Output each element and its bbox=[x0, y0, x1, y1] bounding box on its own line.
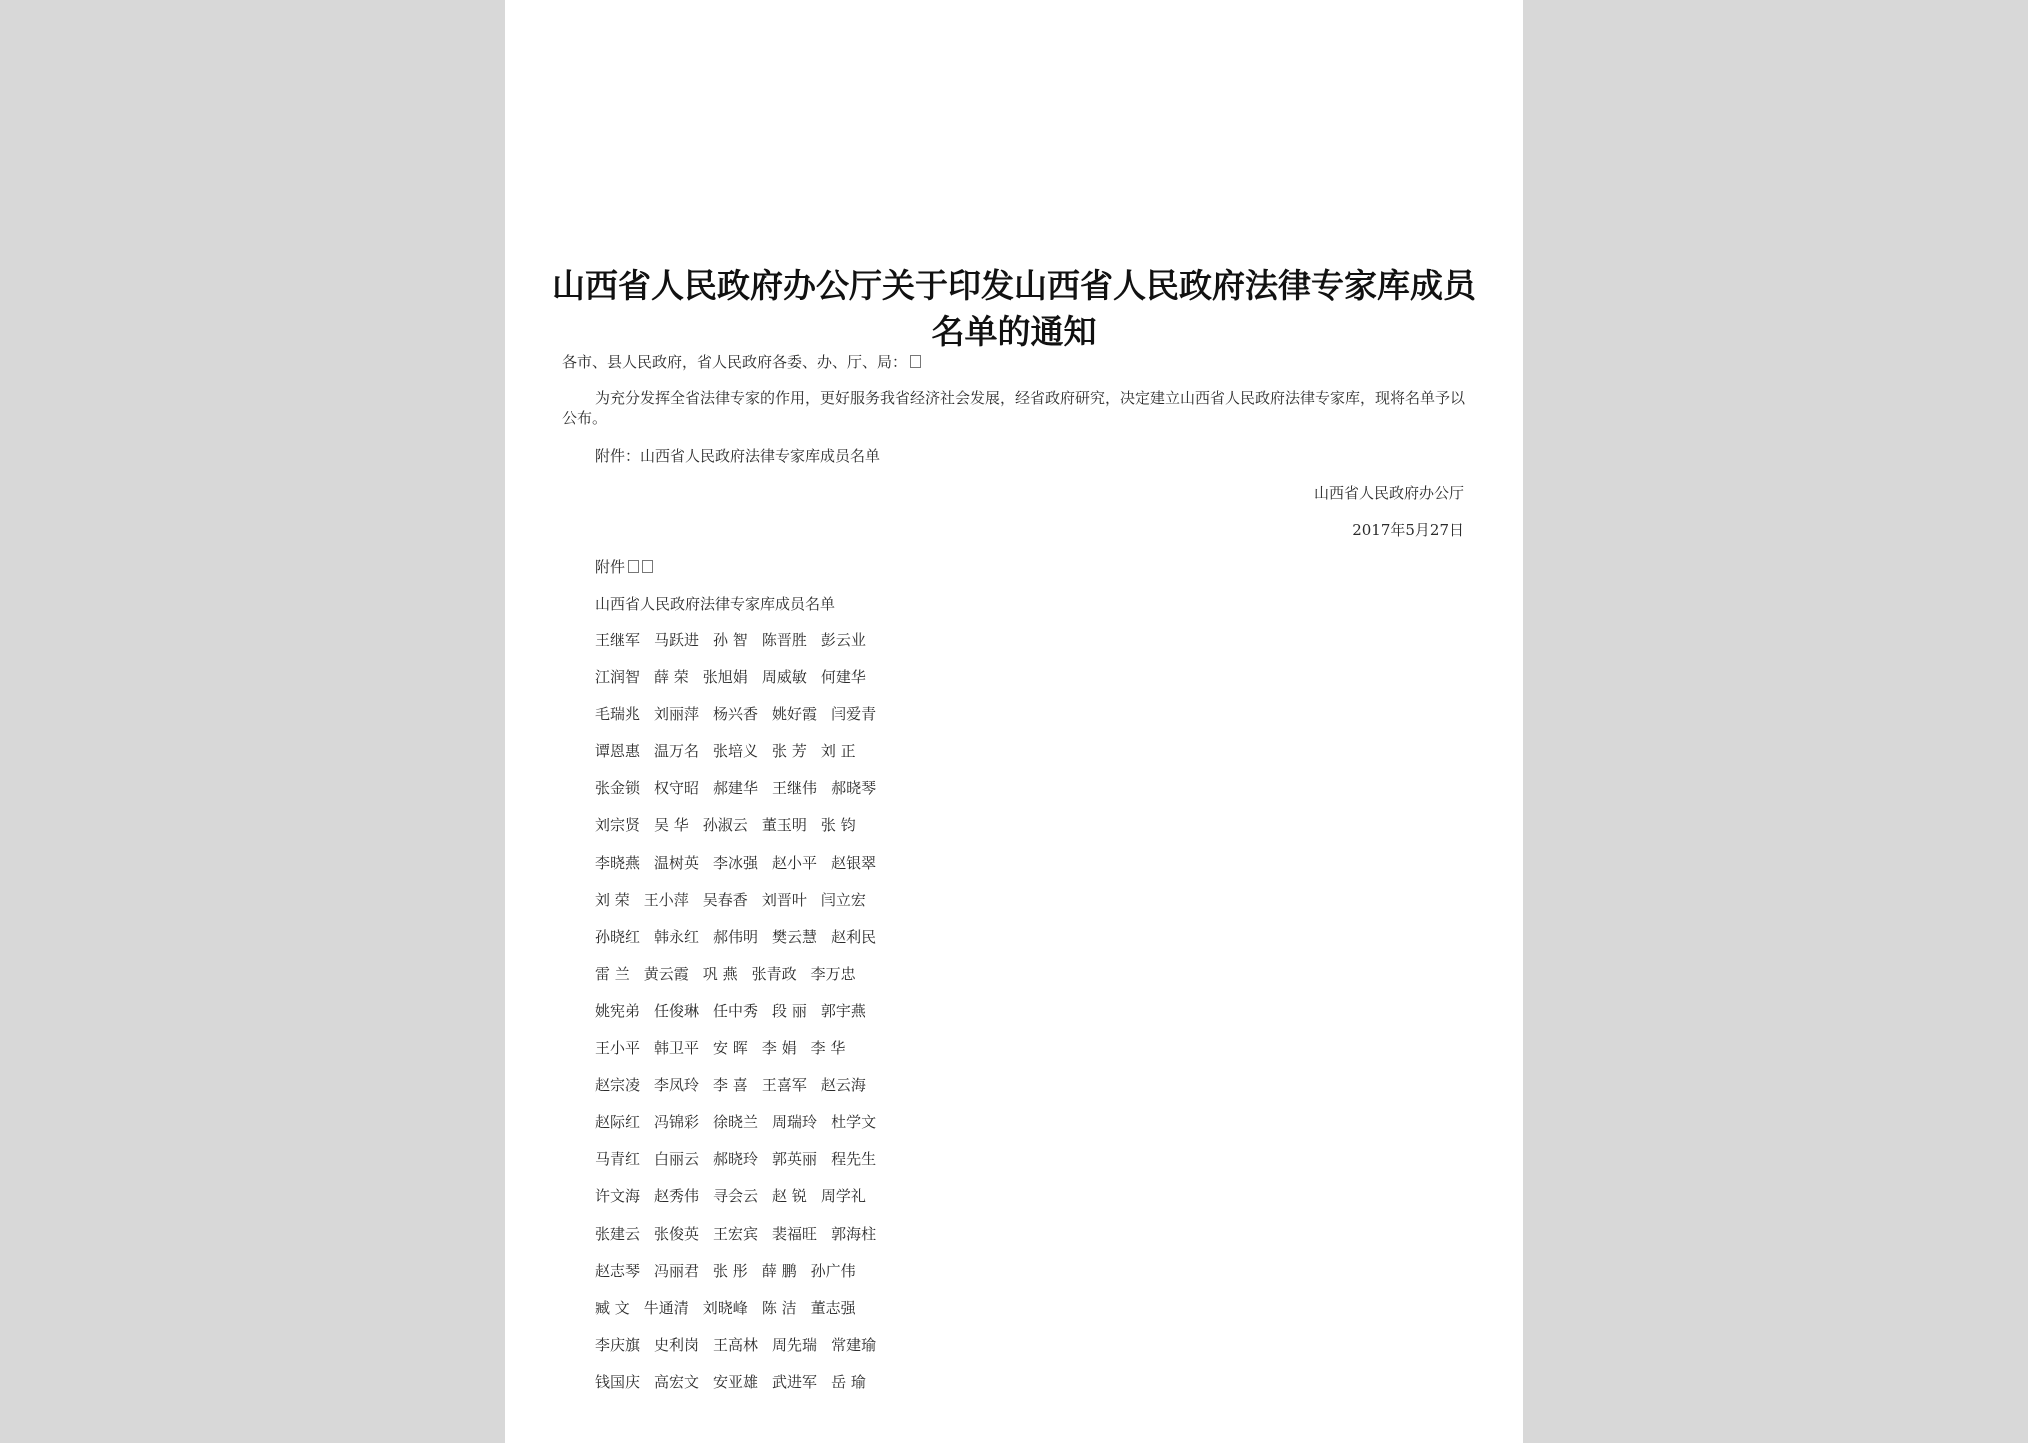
member-name: 郝晓玲 bbox=[713, 1150, 759, 1169]
salutation-text: 各市、县人民政府，省人民政府各委、办、厅、局： bbox=[562, 353, 908, 371]
member-name: 赵秀伟 bbox=[654, 1187, 700, 1206]
member-name: 郭宇燕 bbox=[820, 1001, 866, 1020]
member-name: 王小萍 bbox=[643, 890, 689, 909]
name-row bbox=[595, 704, 890, 741]
member-name: 姚宪弟 bbox=[595, 1001, 641, 1020]
member-name: 郭海柱 bbox=[831, 1224, 877, 1243]
member-name: 薛 鹏 bbox=[761, 1261, 797, 1280]
member-name: 巩 燕 bbox=[702, 964, 738, 983]
member-name: 段 丽 bbox=[772, 1001, 807, 1020]
member-name: 赵利民 bbox=[831, 927, 877, 946]
member-name: 赵 锐 bbox=[772, 1187, 807, 1206]
name-row bbox=[595, 1149, 890, 1186]
name-row bbox=[595, 630, 890, 667]
member-name: 孙 智 bbox=[713, 631, 748, 649]
name-row bbox=[595, 1038, 890, 1075]
missing-glyph-box bbox=[910, 355, 921, 368]
issue-date: 2017年5月27日 bbox=[1352, 521, 1464, 539]
attachment-note: 附件：山西省人民政府法律专家库成员名单 bbox=[595, 447, 881, 465]
document-page bbox=[505, 0, 1523, 1443]
member-name: 徐晓兰 bbox=[713, 1113, 759, 1132]
name-row bbox=[595, 1224, 890, 1261]
member-name: 张旭娟 bbox=[702, 668, 748, 687]
member-name: 张 芳 bbox=[772, 742, 807, 761]
member-name: 孙淑云 bbox=[702, 816, 748, 835]
member-name: 张建云 bbox=[595, 1224, 641, 1243]
issuer: 山西省人民政府办公厅 bbox=[1313, 484, 1464, 502]
member-name: 任俊琳 bbox=[654, 1001, 700, 1020]
member-name: 李冰强 bbox=[713, 853, 759, 872]
member-name: 赵志琴 bbox=[595, 1261, 641, 1280]
member-name: 刘 正 bbox=[820, 742, 856, 761]
member-name: 冯锦彩 bbox=[654, 1113, 700, 1132]
member-name: 王继伟 bbox=[772, 779, 818, 798]
member-name: 赵云海 bbox=[820, 1076, 866, 1095]
member-name: 陈 洁 bbox=[761, 1298, 797, 1317]
member-name: 刘晓峰 bbox=[702, 1298, 748, 1317]
member-name: 吴春香 bbox=[702, 890, 748, 909]
member-name: 孙晓红 bbox=[595, 927, 641, 946]
member-name: 权守昭 bbox=[654, 779, 700, 798]
member-name: 许文海 bbox=[595, 1187, 641, 1206]
member-name: 赵银翠 bbox=[831, 853, 877, 872]
member-name: 安 晖 bbox=[713, 1039, 748, 1058]
attachment-heading-text: 附件 bbox=[595, 558, 626, 576]
member-name: 岳 瑜 bbox=[831, 1372, 866, 1391]
member-name: 王继军 bbox=[595, 631, 641, 649]
member-name: 郝建华 bbox=[713, 779, 759, 798]
member-name: 吴 华 bbox=[654, 816, 689, 835]
member-name: 雷 兰 bbox=[595, 964, 630, 983]
member-name: 江润智 bbox=[595, 668, 641, 687]
member-name: 张 彤 bbox=[713, 1261, 748, 1280]
body-paragraph: 为充分发挥全省法律专家的作用，更好服务我省经济社会发展，经省政府研究，决定建立山西省人民政府法律专家库，现将名单予以公布。 bbox=[562, 389, 1466, 427]
member-name: 李 娟 bbox=[761, 1039, 797, 1058]
member-name: 王高林 bbox=[713, 1335, 759, 1354]
name-row bbox=[595, 1298, 890, 1335]
member-name: 寻会云 bbox=[713, 1187, 759, 1206]
member-name: 赵际红 bbox=[595, 1113, 641, 1132]
member-name: 程先生 bbox=[831, 1150, 877, 1169]
member-name: 闫立宏 bbox=[820, 890, 866, 909]
member-name: 周威敏 bbox=[761, 668, 807, 687]
member-name: 彭云业 bbox=[820, 631, 866, 649]
member-name: 周学礼 bbox=[820, 1187, 866, 1206]
member-name: 马青红 bbox=[595, 1150, 641, 1169]
member-name: 董玉明 bbox=[761, 816, 807, 835]
member-name: 郝晓琴 bbox=[831, 779, 877, 798]
document-title: 山西省人民政府办公厅关于印发山西省人民政府法律专家库成员名单的通知 bbox=[552, 266, 1476, 351]
name-row bbox=[595, 1261, 890, 1298]
member-name: 刘 荣 bbox=[595, 890, 630, 909]
member-name: 赵宗凌 bbox=[595, 1076, 641, 1095]
name-row bbox=[595, 1335, 890, 1372]
member-name: 白丽云 bbox=[654, 1150, 700, 1169]
name-row bbox=[595, 1001, 890, 1038]
member-name: 冯丽君 bbox=[654, 1261, 700, 1280]
member-name-list bbox=[595, 630, 890, 1409]
member-name: 臧 文 bbox=[595, 1298, 630, 1317]
member-name: 张青政 bbox=[751, 964, 797, 983]
member-name: 安亚雄 bbox=[713, 1372, 759, 1391]
missing-glyph-box bbox=[642, 560, 653, 573]
member-name: 毛瑞兆 bbox=[595, 705, 641, 724]
member-name: 周瑞玲 bbox=[772, 1113, 818, 1132]
name-row bbox=[595, 815, 890, 852]
member-name: 李庆旗 bbox=[595, 1335, 641, 1354]
member-name: 裴福旺 bbox=[772, 1224, 818, 1243]
member-name: 姚好霞 bbox=[772, 705, 818, 724]
member-name: 薛 荣 bbox=[654, 668, 689, 687]
member-name: 王喜军 bbox=[761, 1076, 807, 1095]
member-name: 韩卫平 bbox=[654, 1039, 700, 1058]
member-name: 张培义 bbox=[713, 742, 759, 761]
name-row bbox=[595, 890, 890, 927]
member-name: 何建华 bbox=[820, 668, 866, 687]
member-name: 常建瑜 bbox=[831, 1335, 877, 1354]
missing-glyph-box bbox=[628, 560, 639, 573]
member-name: 韩永红 bbox=[654, 927, 700, 946]
member-name: 闫爱青 bbox=[831, 705, 877, 724]
name-row bbox=[595, 853, 890, 890]
name-row bbox=[595, 1186, 890, 1223]
member-name: 马跃进 bbox=[654, 631, 700, 649]
member-name: 郭英丽 bbox=[772, 1150, 818, 1169]
member-name: 牛通清 bbox=[643, 1298, 689, 1317]
member-name: 温万名 bbox=[654, 742, 700, 761]
member-name: 陈晋胜 bbox=[761, 631, 807, 649]
member-name: 杨兴香 bbox=[713, 705, 759, 724]
list-title: 山西省人民政府法律专家库成员名单 bbox=[595, 595, 836, 613]
member-name: 张俊英 bbox=[654, 1224, 700, 1243]
member-name: 王小平 bbox=[595, 1039, 641, 1058]
member-name: 李 华 bbox=[810, 1039, 846, 1058]
name-row bbox=[595, 1112, 890, 1149]
member-name: 温树英 bbox=[654, 853, 700, 872]
member-name: 钱国庆 bbox=[595, 1372, 641, 1391]
salutation bbox=[562, 352, 921, 372]
attachment-heading bbox=[595, 557, 653, 577]
member-name: 李凤玲 bbox=[654, 1076, 700, 1095]
member-name: 董志强 bbox=[810, 1298, 856, 1317]
member-name: 任中秀 bbox=[713, 1001, 759, 1020]
member-name: 李晓燕 bbox=[595, 853, 641, 872]
member-name: 赵小平 bbox=[772, 853, 818, 872]
name-row bbox=[595, 778, 890, 815]
name-row bbox=[595, 741, 890, 778]
member-name: 郝伟明 bbox=[713, 927, 759, 946]
name-row bbox=[595, 964, 890, 1001]
name-row bbox=[595, 1372, 890, 1409]
member-name: 李 喜 bbox=[713, 1076, 748, 1095]
member-name: 周先瑞 bbox=[772, 1335, 818, 1354]
name-row bbox=[595, 1075, 890, 1112]
member-name: 高宏文 bbox=[654, 1372, 700, 1391]
name-row bbox=[595, 667, 890, 704]
member-name: 武进军 bbox=[772, 1372, 818, 1391]
member-name: 杜学文 bbox=[831, 1113, 877, 1132]
member-name: 谭恩惠 bbox=[595, 742, 641, 761]
member-name: 王宏宾 bbox=[713, 1224, 759, 1243]
member-name: 张金锁 bbox=[595, 779, 641, 798]
member-name: 刘晋叶 bbox=[761, 890, 807, 909]
name-row bbox=[595, 927, 890, 964]
member-name: 张 钧 bbox=[820, 816, 856, 835]
member-name: 史利岗 bbox=[654, 1335, 700, 1354]
member-name: 刘丽萍 bbox=[654, 705, 700, 724]
member-name: 樊云慧 bbox=[772, 927, 818, 946]
member-name: 刘宗贤 bbox=[595, 816, 641, 835]
member-name: 黄云霞 bbox=[643, 964, 689, 983]
member-name: 李万忠 bbox=[810, 964, 856, 983]
member-name: 孙广伟 bbox=[810, 1261, 856, 1280]
